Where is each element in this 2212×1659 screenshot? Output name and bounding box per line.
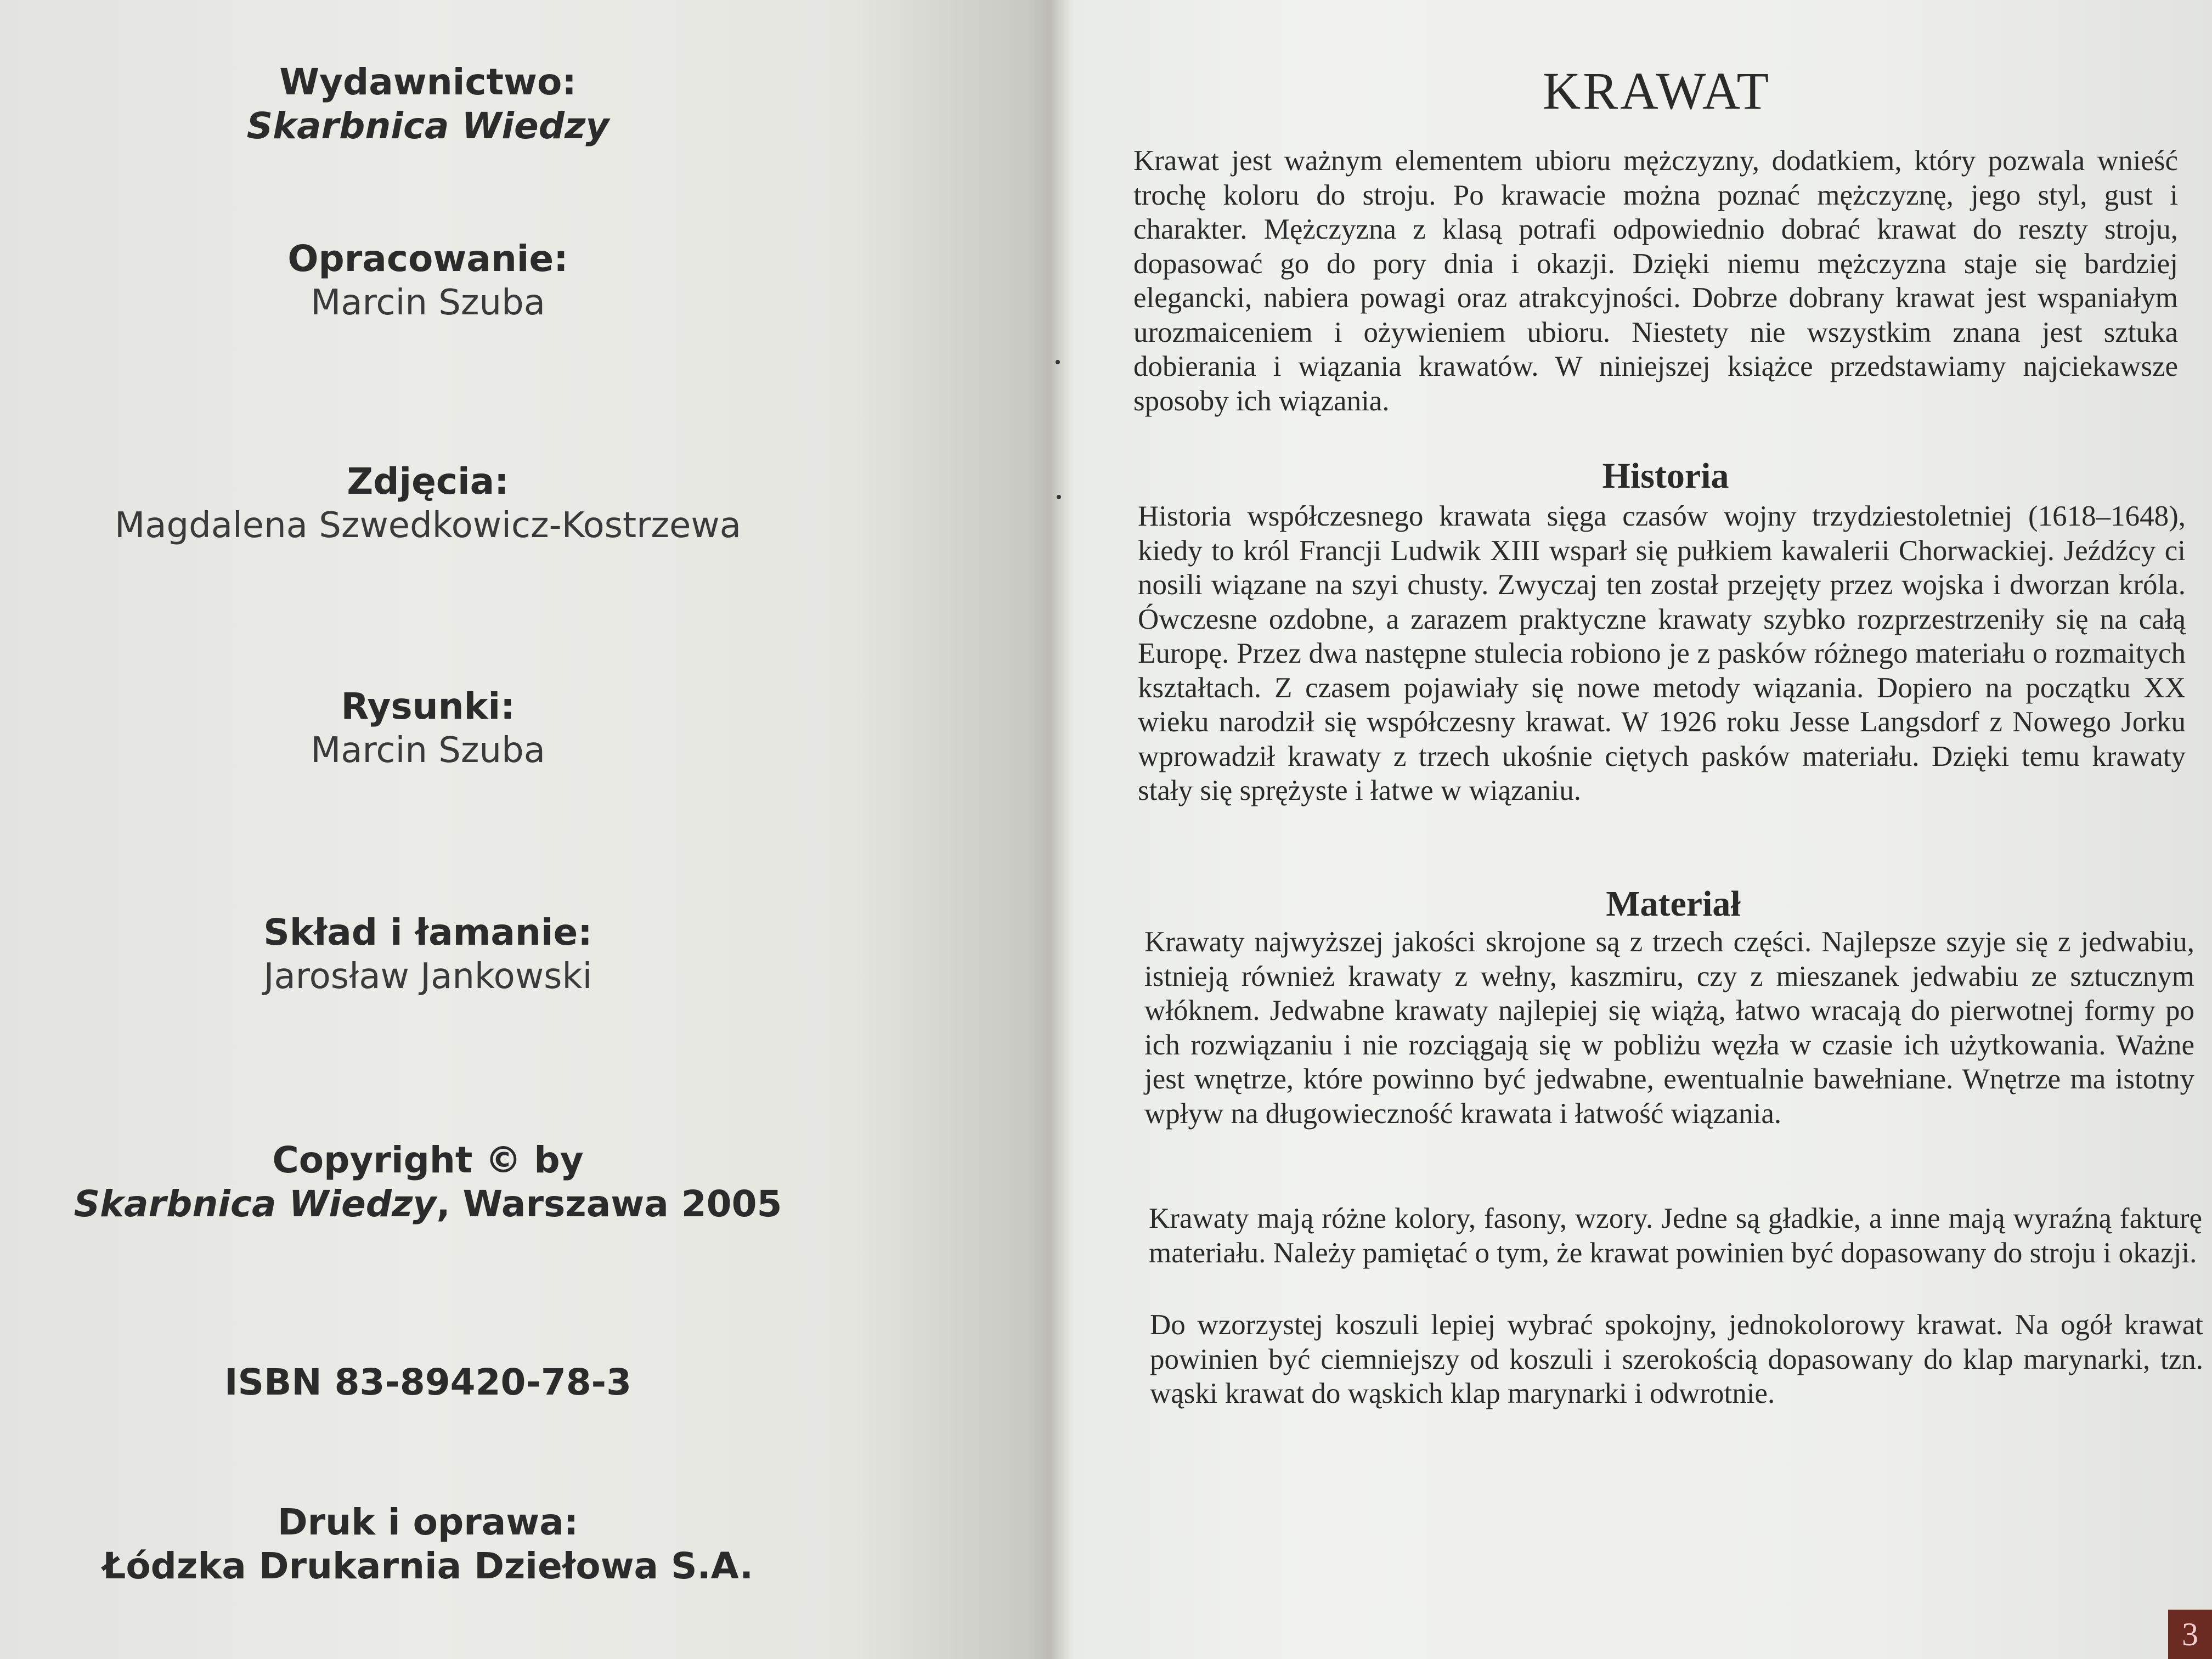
material-paragraph-3: Do wzorzystej koszuli lepiej wybrać spokojny, jednokolorowy krawat. Na ogół krawat powinien być ciemniejszy od koszuli i szerokością dopasowany do klap marynarki, tzn. wąski krawat do wąskich klap marynarki i odwrotnie. (1150, 1309, 2203, 1409)
copyright-credit (0, 1138, 856, 1226)
printing-name: Łódzka Drukarnia Dziełowa S.A. (102, 1545, 754, 1587)
copyright-line2 (0, 1182, 856, 1226)
isbn-credit (0, 1361, 856, 1404)
material-heading: Materiał (1606, 884, 1741, 924)
copyright-publisher: Skarbnica Wiedzy (74, 1183, 437, 1225)
editing-credit (0, 237, 856, 325)
typesetting-name: Jarosław Jankowski (263, 956, 592, 997)
typesetting-role: Skład i łamanie: (263, 911, 592, 953)
photos-credit (0, 460, 856, 548)
intro-paragraph: Krawat jest ważnym elementem ubioru mężczyzny, dodatkiem, który pozwala wnieść trochę koloru do stroju. Po krawacie można poznać mężczyznę, jego styl, gust i charakter. Mężczyzna z klasą potrafi odpowiednio dobrać krawat do reszty stroju, dopasować go do pory dnia i okazji. Dzięki niemu mężczyzna staje się bardziej elegancki, nabiera powagi oraz atrakcyjności. Dobrze dobrany krawat jest wspaniałym urozmaiceniem i ożywieniem ubioru. Niestety nie wszystkim znana jest sztuka dobierania i wiązania krawatów. W niniejszej książce przedstawiamy najciekawsze sposoby ich wiązania. (1133, 145, 2178, 417)
history-heading: Historia (1602, 456, 1729, 496)
history-paragraph: Historia współczesnego krawata sięga czasów wojny trzydziestoletniej (1618–1648), kiedy to król Francji Ludwik XIII wsparł się pułkiem kawalerii Chorwackiej. Jeźdźcy ci nosili wiązane na szyi chusty. Zwyczaj ten został przejęty przez wojska i dworzan króla. Ówczesne ozdobne, a zarazem praktyczne krawaty szybko rozprzestrzeniły się na całą Europę. Przez dwa następne stulecia robiono je z pasków różnego materiału o rozmaitych kształtach. Z czasem pojawiały się nowe metody wiązania. Dopiero na początku XX wieku narodził się współczesny krawat. W 1926 roku Jesse Langsdorf z Nowego Jorku wprowadził krawaty z trzech ukośnie ciętych pasków materiału. Dzięki temu krawaty stały się sprężyste i łatwe w wiązaniu. (1138, 500, 2186, 806)
isbn: ISBN 83-89420-78-3 (224, 1361, 632, 1403)
typesetting-credit (0, 911, 856, 998)
page-number: 3 (2168, 1610, 2212, 1659)
editing-role: Opracowanie: (287, 238, 568, 280)
drawings-name: Marcin Szuba (311, 730, 545, 771)
printing-credit (0, 1500, 856, 1588)
copyright-place-year: , Warszawa 2005 (436, 1183, 782, 1225)
publisher-role: Wydawnictwo: (279, 61, 577, 103)
editing-name: Marcin Szuba (311, 283, 545, 323)
drawings-credit (0, 685, 856, 772)
publisher-name: Skarbnica Wiedzy (246, 105, 610, 147)
spine-mark (1057, 495, 1061, 499)
photos-role: Zdjęcia: (347, 460, 509, 503)
chapter-title: KRAWAT (1542, 61, 1771, 120)
book-gutter (1051, 0, 1078, 1659)
spine-mark (1056, 360, 1060, 364)
left-page (0, 0, 1059, 1659)
material-paragraph-2: Krawaty mają różne kolory, fasony, wzory. Jedne są gładkie, a inne mają wyraźną fakturę materiału. Należy pamiętać o tym, że krawat powinien być dopasowany do stroju i okazji. (1149, 1203, 2202, 1269)
copyright-line1: Copyright © by (272, 1139, 584, 1181)
publisher-credit (0, 60, 856, 148)
printing-role: Druk i oprawa: (277, 1501, 579, 1543)
photos-name: Magdalena Szwedkowicz-Kostrzewa (115, 505, 741, 546)
material-paragraph-1: Krawaty najwyższej jakości skrojone są z trzech części. Najlepsze szyje się z jedwabiu, istnieją również krawaty z wełny, kaszmiru, czy z mieszanek jedwabiu ze sztucznym włóknem. Jedwabne krawaty najlepiej się wiążą, łatwo wracają do pierwotnej formy po ich rozwiązaniu i nie rozciągają się w pobliżu węzła w czasie ich użytkowania. Ważne jest wnętrze, które powinno być jedwabne, ewentualnie bawełniane. Wnętrze ma istotny wpływ na długowieczność krawata i łatwość wiązania. (1144, 926, 2194, 1130)
drawings-role: Rysunki: (341, 685, 515, 727)
